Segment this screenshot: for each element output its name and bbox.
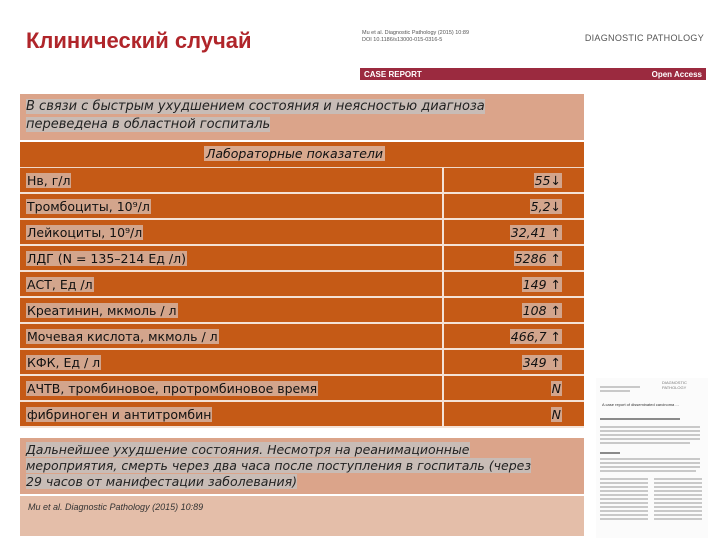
row-name: Тромбоциты, 10⁹/л xyxy=(27,199,150,214)
outcome-panel xyxy=(20,438,584,494)
table-row xyxy=(20,350,584,376)
table-row xyxy=(20,220,584,246)
row-value: N xyxy=(551,381,561,396)
row-value: 349 ↑ xyxy=(522,355,561,370)
open-access-label: Open Access xyxy=(651,69,702,79)
table-row xyxy=(20,324,584,350)
paper-thumbnail xyxy=(596,378,708,538)
row-name: Лейкоциты, 10⁹/л xyxy=(27,225,143,240)
case-report-bar xyxy=(360,68,706,80)
slide-title: Клинический случай xyxy=(26,28,252,53)
row-name: ЛДГ (N = 135–214 Ед /л) xyxy=(27,251,186,266)
row-value: 5,2↓ xyxy=(530,199,561,214)
row-value: 108 ↑ xyxy=(522,303,561,318)
row-value: 5286 ↑ xyxy=(514,251,561,266)
row-value: N xyxy=(551,407,561,422)
table-row xyxy=(20,376,584,402)
table-row xyxy=(20,402,584,428)
paper-title: A case report of disseminated carcinoma ... xyxy=(602,402,679,407)
row-name: Мочевая кислота, мкмоль / л xyxy=(27,329,218,344)
row-name: АСТ, Ед /л xyxy=(27,277,93,292)
lab-table xyxy=(20,142,584,428)
journal-header xyxy=(360,28,706,84)
row-name: Нв, г/л xyxy=(27,173,71,188)
table-row xyxy=(20,246,584,272)
reference-box xyxy=(20,496,584,536)
lab-table-header xyxy=(20,142,584,168)
table-row xyxy=(20,168,584,194)
reference-text: Mu et al. Diagnostic Pathology (2015) 10:89 xyxy=(28,502,204,512)
row-name: АЧТВ, тромбиновое, протромбиновое время xyxy=(27,381,318,396)
paper-journal: DIAGNOSTIC PATHOLOGY xyxy=(662,380,687,390)
journal-citation: Mu et al. Diagnostic Pathology (2015) 10:89 DOI 10.1186/s13000-015-0316-5 xyxy=(362,30,470,43)
row-name: фибриноген и антитромбин xyxy=(27,407,212,422)
lab-table-header-label: Лабораторные показатели xyxy=(206,146,384,161)
case-report-label: CASE REPORT xyxy=(364,69,422,79)
table-row xyxy=(20,272,584,298)
outcome-text: Дальнейшее ухудшение состояния. Несмотря на реанимационные мероприятия, смерть через два часа после поступления в госпиталь (через 29 часов от манифестации заболевания) xyxy=(26,442,531,489)
row-value: 55↓ xyxy=(534,173,561,188)
journal-name: DIAGNOSTIC PATHOLOGY xyxy=(584,33,704,43)
row-value: 466,7 ↑ xyxy=(510,329,561,344)
row-name: КФК, Ед / л xyxy=(27,355,101,370)
row-name: Креатинин, мкмоль / л xyxy=(27,303,177,318)
row-value: 149 ↑ xyxy=(522,277,561,292)
intro-panel xyxy=(20,94,584,140)
row-value: 32,41 ↑ xyxy=(510,225,561,240)
table-row xyxy=(20,298,584,324)
intro-text: В связи с быстрым ухудшением состояния и неясностью диагноза переведена в областной госпиталь xyxy=(26,99,485,132)
table-row xyxy=(20,194,584,220)
